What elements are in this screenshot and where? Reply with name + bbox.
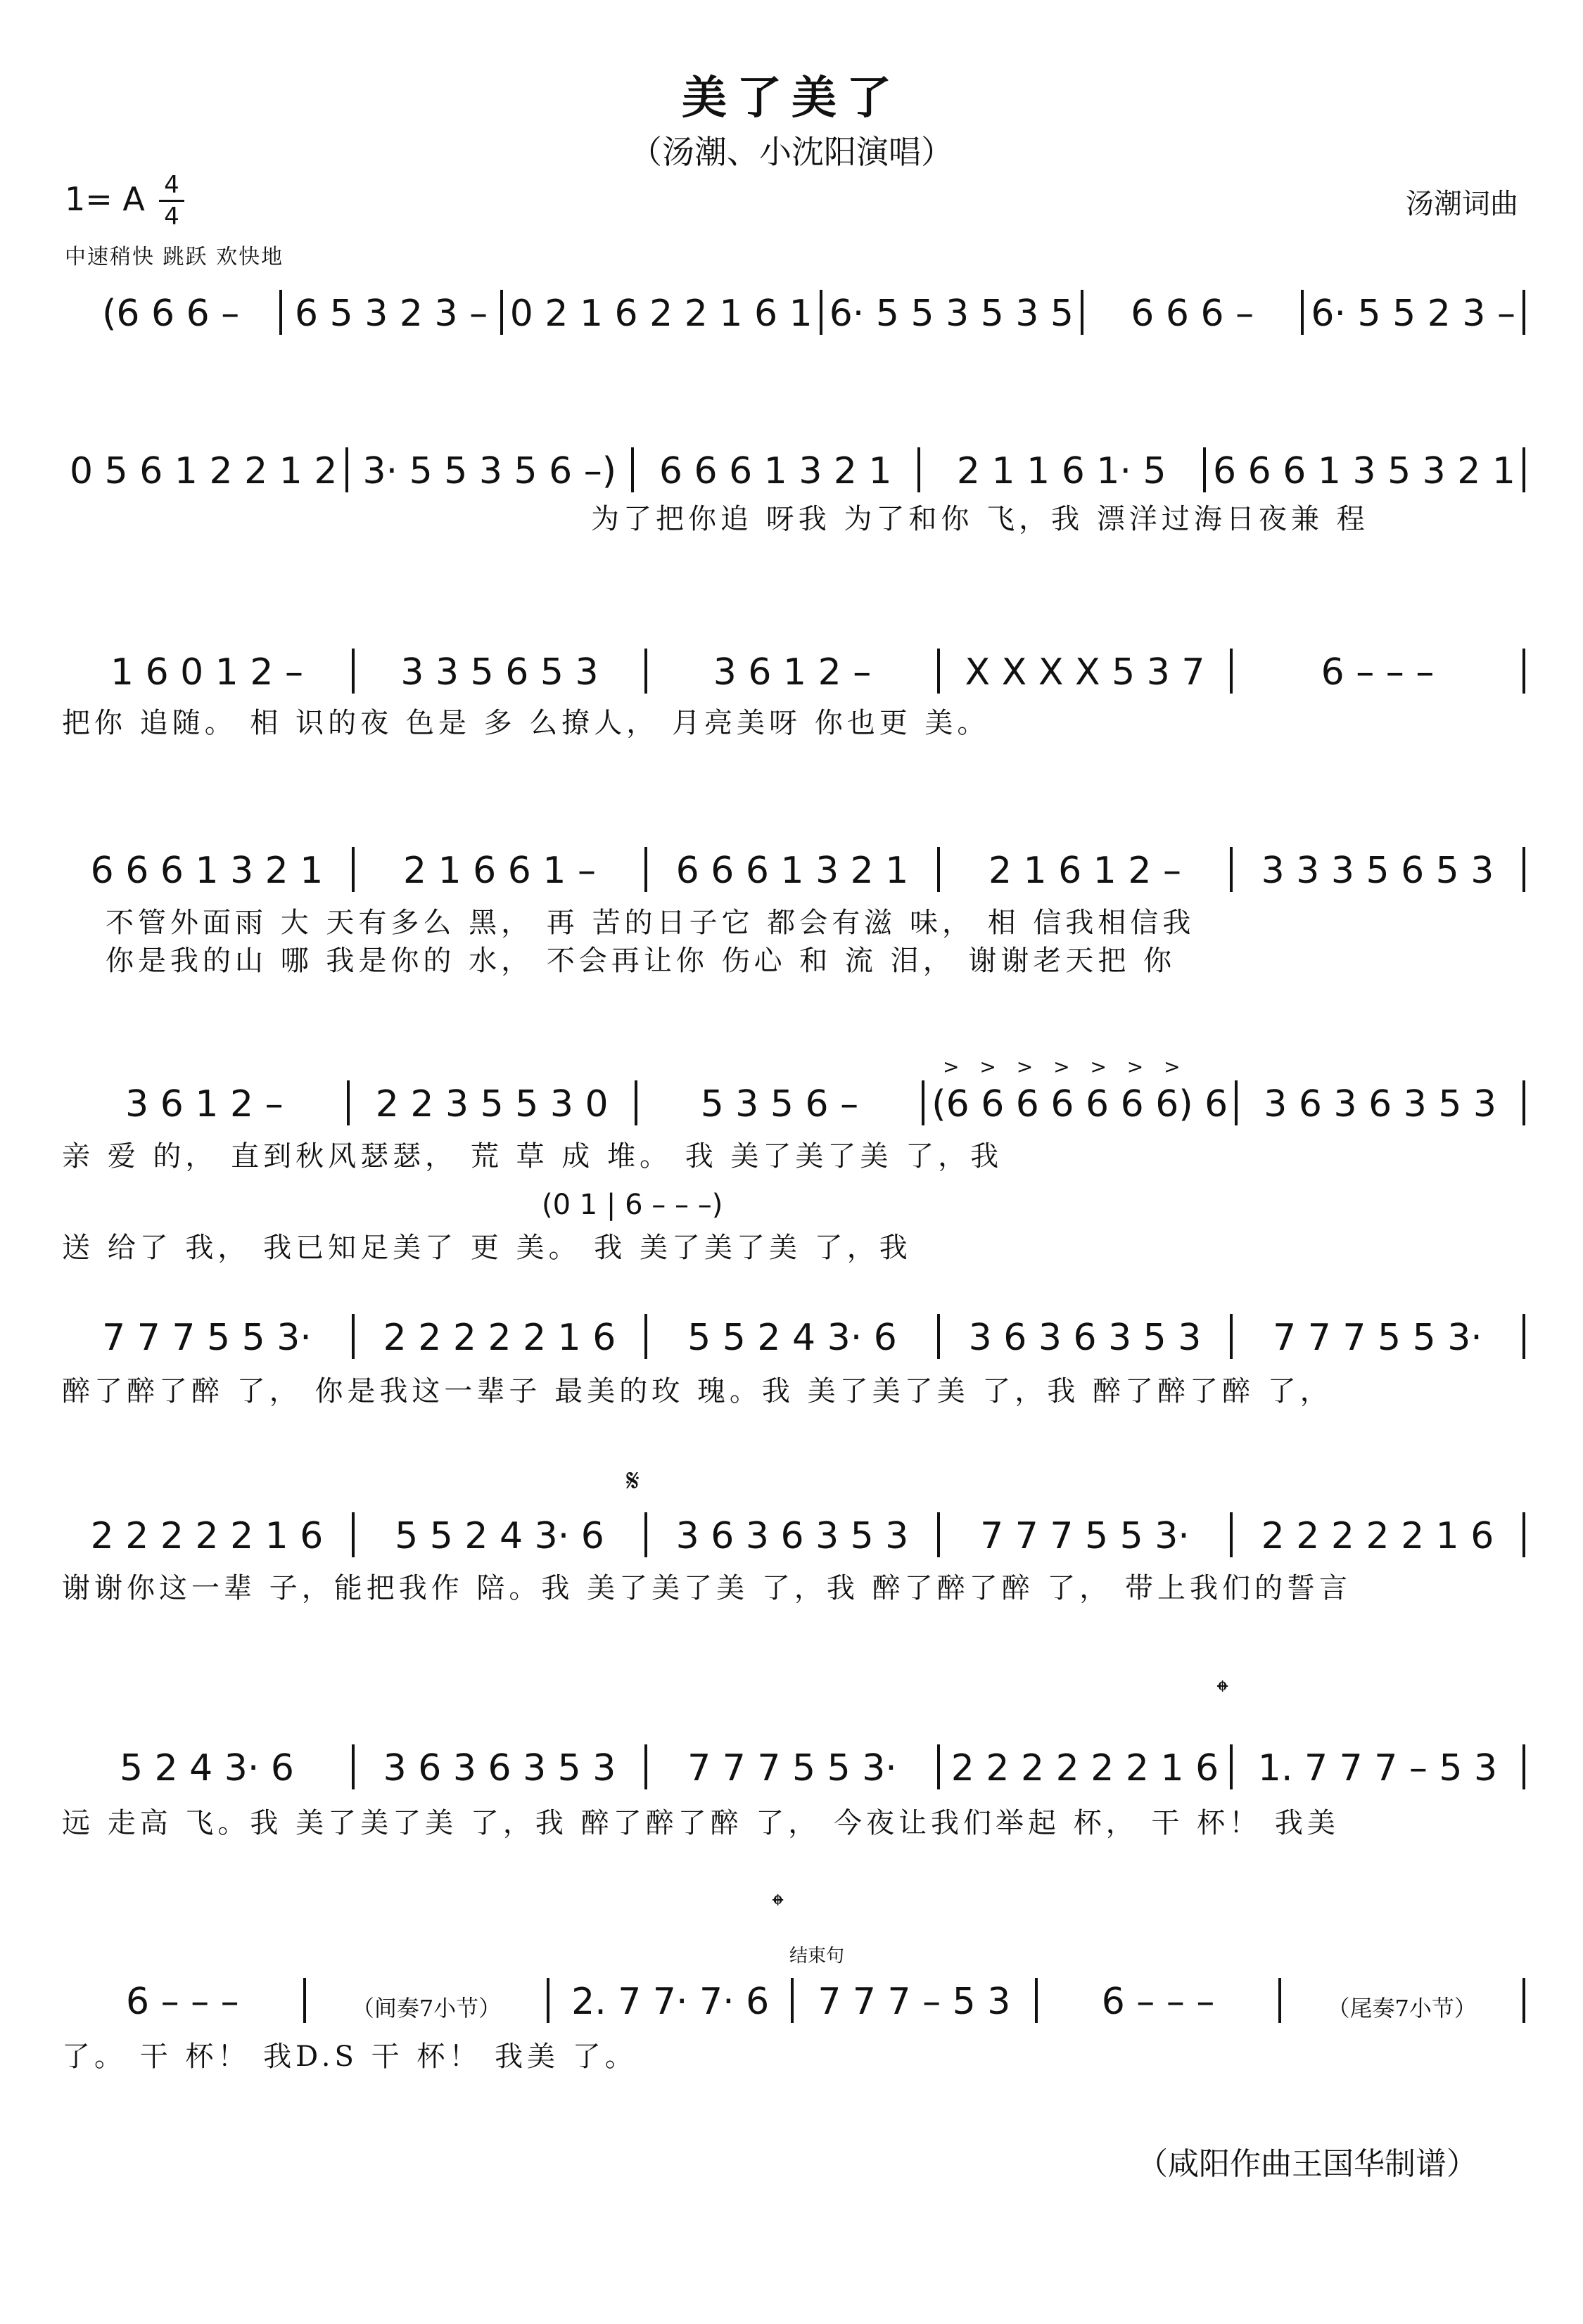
accent-marks: > > > > > > > <box>943 1055 1188 1078</box>
measure: 3 6 3 6 3 5 3 <box>355 1744 647 1789</box>
measure: 6 6 6 1 3 2 1 <box>634 447 920 492</box>
coda-sign: 𝄌 <box>1217 1674 1228 1710</box>
measure: 7 7 7 5 5 3· <box>1233 1314 1525 1359</box>
lyric-line: 亲 爱 的， 直到秋风瑟瑟， 荒 草 成 堆。 我 美了美了美 了，我 <box>62 1140 1003 1173</box>
score-system-7 <box>62 1512 1525 1557</box>
measure: 0 2 1 6 2 2 1 6 1 <box>503 290 822 335</box>
score-system-3 <box>62 649 1525 694</box>
key-signature: 1= A <box>65 180 145 218</box>
meter-top: 4 <box>164 171 179 199</box>
lyric-line: 把你 追随。 相 识的夜 色是 多 么撩人， 月亮美呀 你也更 美。 <box>62 707 990 739</box>
measure: 6· 5 5 3 5 3 5 <box>822 290 1083 335</box>
measure: 3 6 3 6 3 5 3 <box>1238 1080 1525 1125</box>
measure: 7 7 7 – 5 3 <box>794 1978 1038 2023</box>
tempo-marking: 中速稍快 跳跃 欢快地 <box>65 245 284 269</box>
measure: 3 6 1 2 – <box>62 1080 350 1125</box>
lyric-line: 远 走高 飞。我 美了美了美 了，我 醉了醉了醉 了， 今夜让我们举起 杯， 干 杯！ 我美 <box>62 1807 1340 1839</box>
measure: 6 6 6 1 3 2 1 <box>647 847 940 892</box>
score-system-6 <box>62 1314 1525 1359</box>
measure: 6 – – – <box>62 1978 306 2023</box>
segno-sign: 𝄋 <box>626 1463 640 1499</box>
measure: 6 – – – <box>1038 1978 1282 2023</box>
measure: 2 2 2 2 2 1 6 <box>1233 1512 1525 1557</box>
score-system-5 <box>62 1080 1525 1125</box>
measure: 5 5 2 4 3· 6 <box>647 1314 940 1359</box>
measure: 6 6 6 1 3 2 1 <box>62 847 355 892</box>
measure: 2 2 3 5 5 3 0 <box>350 1080 637 1125</box>
lyric-line: 为了把你追 呀我 为了和你 飞，我 漂洋过海日夜兼 程 <box>591 503 1369 535</box>
measure: 0 5 6 1 2 2 1 2 <box>62 447 348 492</box>
measure: 3 6 1 2 – <box>647 649 940 694</box>
composer-credit: 汤潮词曲 <box>1406 188 1518 220</box>
measure: 3 6 3 6 3 5 3 <box>647 1512 940 1557</box>
measure: 2 1 1 6 1· 5 <box>920 447 1207 492</box>
measure: 5 3 5 6 – <box>637 1080 925 1125</box>
measure: (6 6 6 6 6 6 6) 6 <box>924 1080 1238 1125</box>
measure: 7 7 7 5 5 3· <box>62 1314 355 1359</box>
interlude-note: （间奏7小节） <box>306 1978 550 2023</box>
measure: 7 7 7 5 5 3· <box>647 1744 940 1789</box>
measure: 1 6 0 1 2 – <box>62 649 355 694</box>
measure: 2. 7 7· 7· 6 <box>549 1978 794 2023</box>
measure: 1. 7 7 7 – 5 3 <box>1233 1744 1525 1789</box>
measure: 2 1 6 6 1 – <box>355 847 647 892</box>
measure: 5 5 2 4 3· 6 <box>355 1512 647 1557</box>
lyric-line: 不管外面雨 大 天有多么 黑， 再 苦的日子它 都会有滋 味， 相 信我相信我 <box>106 907 1195 939</box>
time-signature <box>159 172 184 230</box>
measure: 3 3 5 6 5 3 <box>355 649 647 694</box>
measure: X X X X 5 3 7 <box>940 649 1233 694</box>
score-system-9 <box>62 1978 1525 2023</box>
measure: 3· 5 5 3 5 6 –) <box>348 447 635 492</box>
measure: 6 6 6 1 3 5 3 2 1 <box>1206 447 1525 492</box>
measure: 6 6 6 – <box>1083 290 1304 335</box>
score-system-8 <box>62 1744 1525 1789</box>
coda-sign-2: 𝄌 <box>773 1888 784 1924</box>
score-system-2 <box>62 447 1525 492</box>
measure: 6 – – – <box>1233 649 1525 694</box>
measure: 2 1 6 1 2 – <box>940 847 1233 892</box>
meter-bottom: 4 <box>164 203 179 231</box>
alternate-ending-notes: (0 1 | 6 – – –) <box>542 1189 723 1221</box>
outro-note: （尾奏7小节） <box>1281 1978 1525 2023</box>
score-system-1 <box>62 290 1525 335</box>
ending-label: 结束句 <box>789 1946 845 1967</box>
measure: 6· 5 5 2 3 – <box>1304 290 1525 335</box>
measure: 6 5 3 2 3 – <box>282 290 502 335</box>
measure: (6 6 6 – <box>62 290 282 335</box>
song-title: 美了美了 <box>682 72 901 124</box>
score-system-4 <box>62 847 1525 892</box>
measure: 5 2 4 3· 6 <box>62 1744 355 1789</box>
measure: 2 2 2 2 2 1 6 <box>355 1314 647 1359</box>
measure: 2 2 2 2 2 2 1 6 <box>940 1744 1233 1789</box>
lyric-line-verse-2: 送 给了 我， 我已知足美了 更 美。 我 美了美了美 了，我 <box>62 1232 912 1264</box>
song-subtitle: （汤潮、小沈阳演唱） <box>630 133 953 171</box>
measure: 2 2 2 2 2 1 6 <box>62 1512 355 1557</box>
transcriber-credit: （咸阳作曲王国华制谱） <box>1137 2146 1477 2182</box>
lyric-line: 醉了醉了醉 了， 你是我这一辈子 最美的玫 瑰。我 美了美了美 了，我 醉了醉了醉 了， <box>62 1375 1333 1407</box>
lyric-line-verse-2: 你是我的山 哪 我是你的 水， 不会再让你 伤心 和 流 泪， 谢谢老天把 你 <box>106 945 1176 977</box>
lyric-line: 谢谢你这一辈 子，能把我作 陪。我 美了美了美 了，我 醉了醉了醉 了， 带上我们的誓言 <box>62 1572 1352 1604</box>
measure: 3 6 3 6 3 5 3 <box>940 1314 1233 1359</box>
measure: 7 7 7 5 5 3· <box>940 1512 1233 1557</box>
lyric-line: 了。 干 杯！ 我D.S 干 杯！ 我美 了。 <box>62 2041 637 2073</box>
measure: 3 3 3 5 6 5 3 <box>1233 847 1525 892</box>
meter-line <box>159 200 184 202</box>
